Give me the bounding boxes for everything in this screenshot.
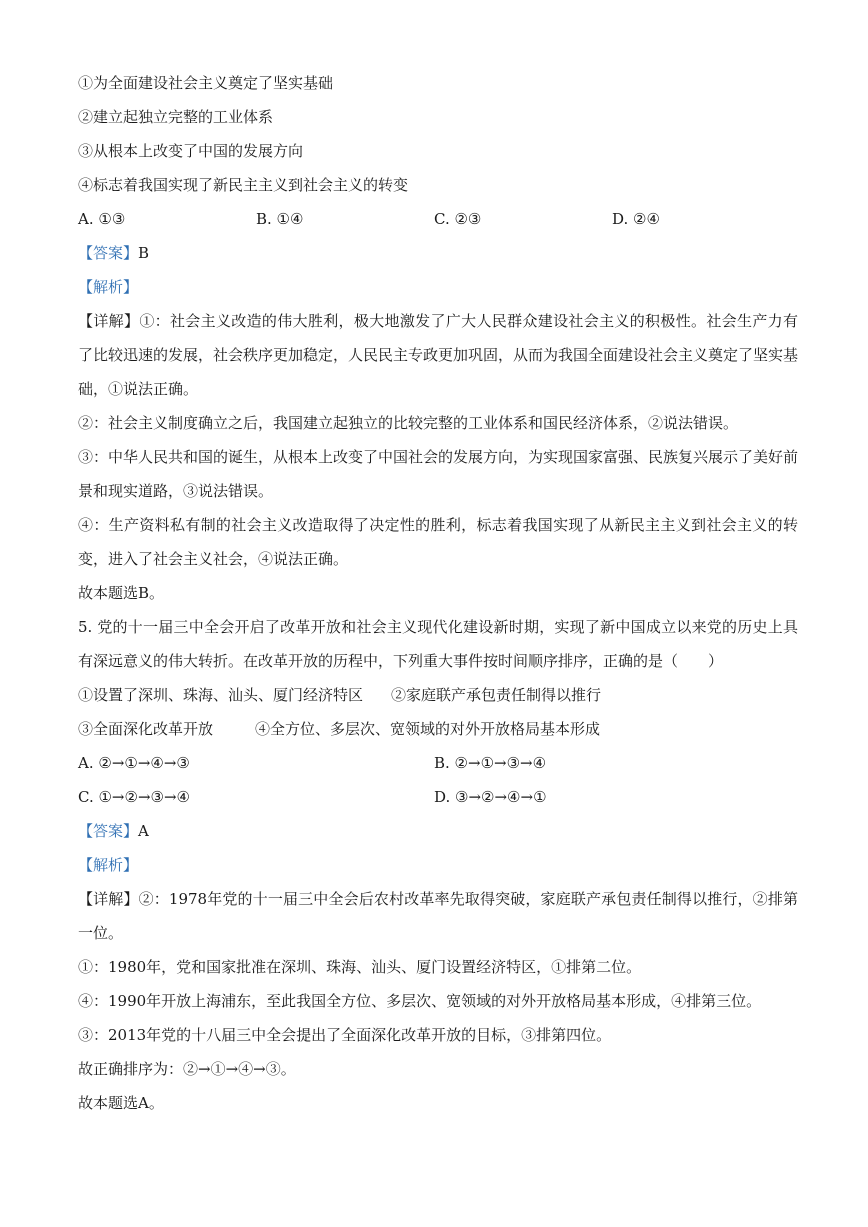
- q5-item-3: ③全面深化改革开放: [78, 720, 214, 738]
- q5-detail-1: 【详解】②：1978年党的十一届三中全会后农村改革率先取得突破，家庭联产承包责任制得以推行，②排第一位。: [78, 890, 798, 942]
- q4-detail-4: ④：生产资料私有制的社会主义改造取得了决定性的胜利，标志着我国实现了从新民主主义到社会主义的转变，进入了社会主义社会，④说法正确。: [78, 516, 798, 568]
- q5-order: 故正确排序为：②→①→④→③。: [78, 1060, 296, 1078]
- q5-items-row-1: [78, 678, 798, 712]
- q4-option-c: C. ②③: [434, 210, 482, 228]
- statement-3: ③从根本上改变了中国的发展方向: [78, 142, 304, 160]
- q5-stem: 5. 党的十一届三中全会开启了改革开放和社会主义现代化建设新时期，实现了新中国成立以来党的历史上具有深远意义的伟大转折。在改革开放的历程中，下列重大事件按时间顺序排序，正确的是（ ）: [78, 618, 798, 670]
- detail-tag: 【详解】: [78, 890, 139, 908]
- statement-4: ④标志着我国实现了新民主主义到社会主义的转变: [78, 176, 409, 194]
- q4-detail-2: ②：社会主义制度确立之后，我国建立起独立的比较完整的工业体系和国民经济体系，②说法错误。: [78, 414, 739, 432]
- analysis-tag: 【解析】: [78, 856, 139, 874]
- q5-answer: [78, 814, 798, 848]
- answer-tag: 【答案】: [78, 244, 139, 262]
- q4-option-b: B. ①④: [256, 210, 304, 228]
- q5-detail-4: ③：2013年党的十八届三中全会提出了全面深化改革开放的目标，③排第四位。: [78, 1026, 612, 1044]
- answer-value: A: [138, 822, 149, 840]
- analysis-tag: 【解析】: [78, 278, 139, 296]
- q5-item-2: ②家庭联产承包责任制得以推行: [391, 686, 602, 704]
- q5-items-row-2: [78, 712, 798, 746]
- document-page: [78, 66, 798, 1120]
- q5-option-a: A. ②→①→④→③: [78, 754, 190, 772]
- answer-tag: 【答案】: [78, 822, 139, 840]
- q5-item-4: ④全方位、多层次、宽领域的对外开放格局基本形成: [255, 720, 601, 738]
- q5-detail-2: ①：1980年，党和国家批准在深圳、珠海、汕头、厦门设置经济特区，①排第二位。: [78, 958, 642, 976]
- q4-options: [78, 202, 798, 236]
- q5-options-row-2: [78, 780, 798, 814]
- q5-detail-3: ④：1990年开放上海浦东，至此我国全方位、多层次、宽领域的对外开放格局基本形成，④排第三位。: [78, 992, 762, 1010]
- q5-option-b: B. ②→①→③→④: [434, 754, 547, 772]
- q5-option-d: D. ③→②→④→①: [434, 788, 547, 806]
- q5-analysis: [78, 848, 798, 882]
- q4-analysis: [78, 270, 798, 304]
- statement-2: ②建立起独立完整的工业体系: [78, 108, 274, 126]
- q4-option-a: A. ①③: [78, 210, 126, 228]
- q5-option-c: C. ①→②→③→④: [78, 788, 190, 806]
- answer-value: B: [138, 244, 150, 262]
- q5-item-1: ①设置了深圳、珠海、汕头、厦门经济特区: [78, 686, 364, 704]
- q4-option-d: D. ②④: [612, 210, 660, 228]
- q4-detail-3: ③：中华人民共和国的诞生，从根本上改变了中国社会的发展方向，为实现国家富强、民族复兴展示了美好前景和现实道路，③说法错误。: [78, 448, 799, 500]
- statement-1: ①为全面建设社会主义奠定了坚实基础: [78, 74, 334, 92]
- q4-detail-1: 【详解】①：社会主义改造的伟大胜利，极大地激发了广大人民群众建设社会主义的积极性。社会生产力有了比较迅速的发展，社会秩序更加稳定，人民民主专政更加巩固，从而为我国全面建设社会主义奠定了坚实基础，①说法正确。: [78, 312, 799, 398]
- q4-conclusion: 故本题选B。: [78, 584, 165, 602]
- q5-conclusion: 故本题选A。: [78, 1094, 164, 1112]
- q5-options-row-1: [78, 746, 798, 780]
- q4-answer: [78, 236, 798, 270]
- detail-tag: 【详解】: [78, 312, 140, 330]
